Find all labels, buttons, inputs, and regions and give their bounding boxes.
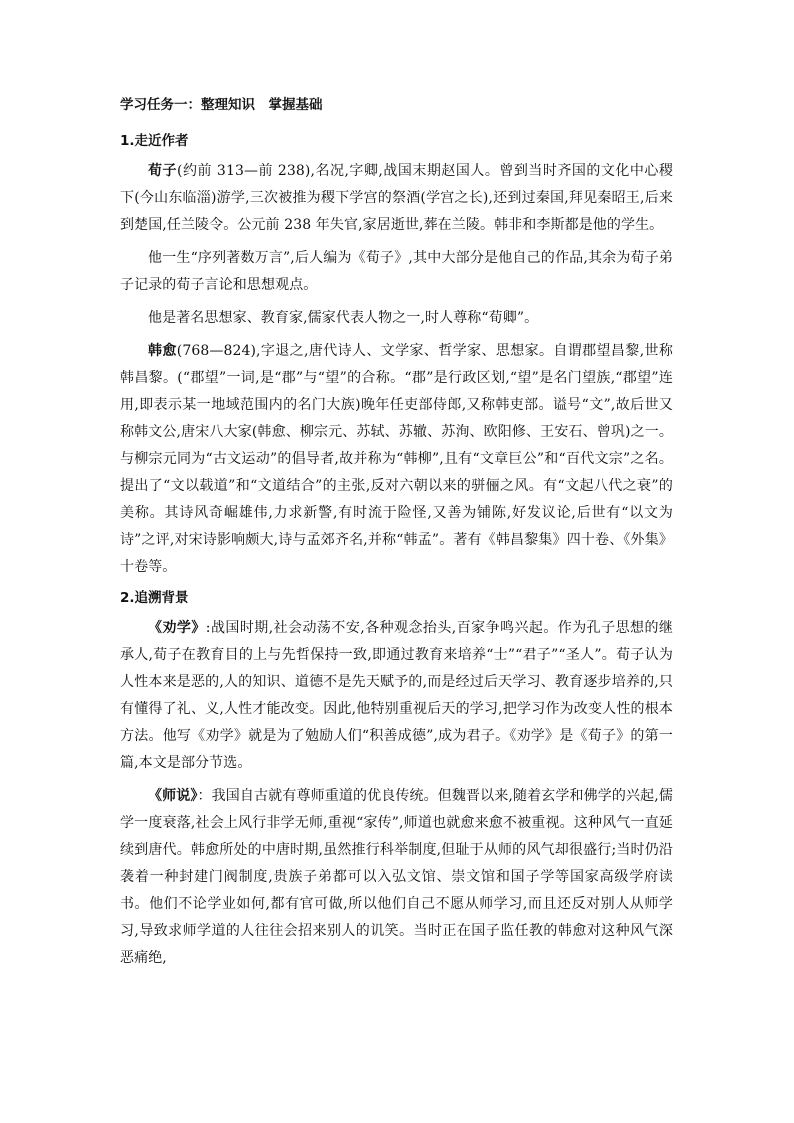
page-title: 学习任务一：整理知识 掌握基础 <box>120 97 323 113</box>
paragraph-text: (约前 313—前 238),名况,字卿,战国末期赵国人。曾到当时齐国的文化中心稷下(今山东临淄)游学,三次被推为稷下学宫的祭酒(学宫之长),还到过秦国,拜见秦昭王,后来到楚国,任兰陵令。公元前 238 年失官,家居逝世,葬在兰陵。韩非和李斯都是他的学生。 <box>120 163 674 233</box>
lead-hanyu: 韩愈 <box>148 343 177 359</box>
paragraph-xunzi-works: 他一生“序列著数万言”,后人编为《荀子》,其中大部分是他自己的作品,其余为荀子弟子记录的荀子言论和思想观点。 <box>120 250 673 293</box>
paragraph-xunzi-bio <box>120 158 673 239</box>
paragraph-hanyu-bio <box>120 338 673 581</box>
paragraph-xunzi-status: 他是著名思想家、教育家,儒家代表人物之一,时人尊称“荀卿”。 <box>148 310 539 326</box>
document-page <box>120 94 673 978</box>
lead-shishuo: 《师说》 <box>148 788 198 804</box>
paragraph-quanxue-background <box>120 615 673 777</box>
section-heading-background: 2.追溯背景 <box>120 590 189 606</box>
paragraph-text: ：我国自古就有尊师重道的优良传统。但魏晋以来,随着玄学和佛学的兴起,儒学一度衰落,社会上风行非学无师,重视“家传”,师道也就愈来愈不被重视。这种风气一直延续到唐代。韩愈所处的中唐时期,虽然推行科举制度,但耻于从师的风气却很盛行;当时仍沿袭着一种封建门阀制度,贵族子弟都可以入弘文馆、崇文馆和国子学等国家高级学府读书。他们不论学业如何,都有官可做,所以他们自己不愿从师学习,而且还反对别人从师学习,导致求师学道的人往往会招来别人的讥笑。当时正在国子监任教的韩愈对这种风气深恶痛绝, <box>120 788 673 966</box>
paragraph-text: (768—824),字退之,唐代诗人、文学家、哲学家、思想家。自谓郡望昌黎,世称韩昌黎。(“郡望”一词,是“郡”与“望”的合称。“郡”是行政区划,“望”是名门望族,“郡望”连用,即表示某一地域范围内的名门大族)晚年任吏部侍郎,又称韩吏部。谥号“文”,故后世又称韩文公,唐宋八大家(韩愈、柳宗元、苏轼、苏辙、苏洵、欧阳修、王安石、曾巩)之一。与柳宗元同为“古文运动”的倡导者,故并称为“韩柳”,且有“文章巨公”和“百代文宗”之名。提出了“文以载道”和“文道结合”的主张,反对六朝以来的骈俪之风。有“文起八代之衰”的美称。其诗风奇崛雄伟,力求新警,有时流于险怪,又善为铺陈,好发议论,后世有“以文为诗”之评,对宋诗影响颇大,诗与孟郊齐名,并称“韩孟”。著有《韩昌黎集》四十卷、《外集》十卷等。 <box>120 343 674 575</box>
section-heading-author: 1.走近作者 <box>120 133 189 149</box>
lead-xunzi: 荀子 <box>148 163 178 179</box>
lead-quanxue: 《劝学》 <box>148 620 206 636</box>
paragraph-shishuo-background <box>120 783 673 972</box>
paragraph-text: :战国时期,社会动荡不安,各种观念抬头,百家争鸣兴起。作为孔子思想的继承人,荀子在教育目的上与先哲保持一致,即通过教育来培养“士”“君子”“圣人”。荀子认为人性本来是恶的,人的知识、道德不是先天赋予的,而是经过后天学习、教育逐步培养的,只有懂得了礼、义,人性才能改变。因此,他特别重视后天的学习,把学习作为改变人性的根本方法。他写《劝学》就是为了勉励人们“积善成德”,成为君子。《劝学》是《荀子》的第一篇,本文是部分节选。 <box>120 620 673 771</box>
